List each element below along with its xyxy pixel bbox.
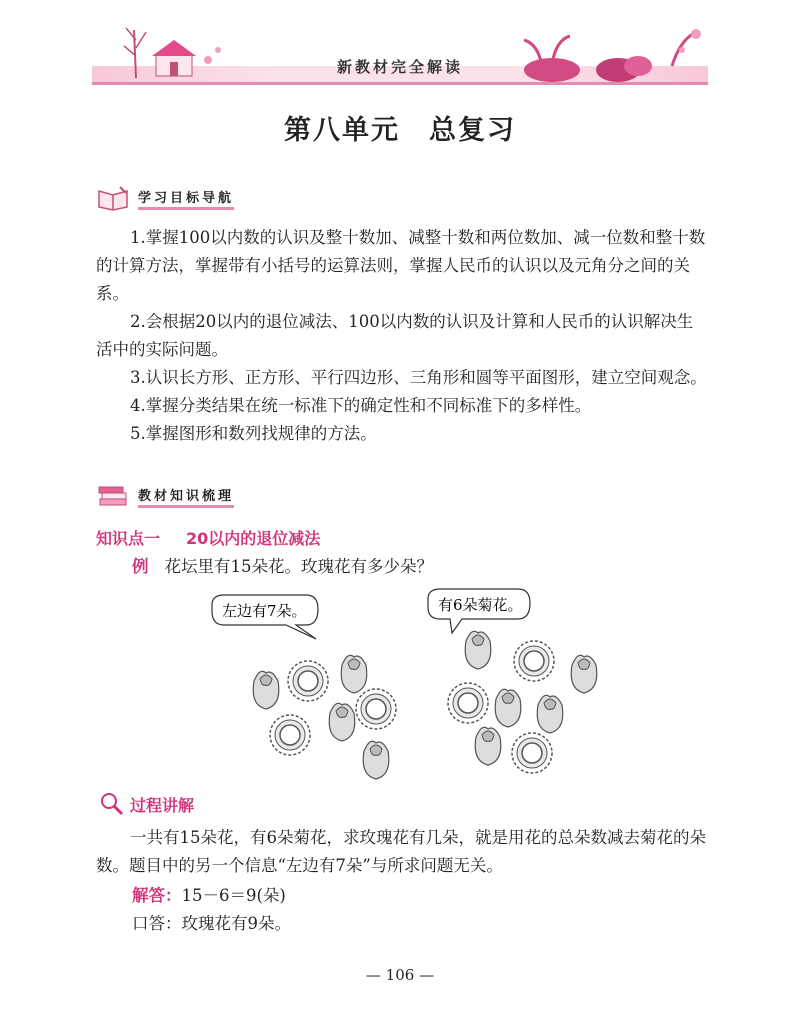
objective-item: 5.掌握图形和数列找规律的方法。 [130, 424, 377, 443]
magnifier-icon [100, 792, 124, 816]
rose-icon [537, 695, 563, 733]
rose-icon [329, 703, 355, 741]
example-text: 花坛里有15朵花。玫瑰花有多少朵？ [164, 557, 433, 576]
process-text: 一共有15朵花，有6朵菊花，求玫瑰花有几朵，就是用花的总朵数减去菊花的朵数。题目中的另一个信息“左边有7朵”与所求问题无关。 [96, 828, 706, 875]
section-knowledge-summary [96, 482, 234, 510]
knowledge-point-title: 20以内的退位减法 [186, 529, 321, 548]
process-heading [100, 792, 194, 816]
answer-formula: 15－6＝9(朵) [181, 886, 286, 905]
rose-icon [571, 655, 597, 693]
rose-icon [465, 631, 491, 669]
answer-block [132, 882, 291, 938]
sunflower-icon [514, 641, 554, 681]
objective-item: 3.认识长方形、正方形、平行四边形、三角形和圆等平面图形，建立空间观念。 [130, 368, 707, 387]
sunflower-icon [448, 683, 488, 723]
sunflower-icon [512, 733, 552, 773]
rose-icon [475, 727, 501, 765]
objective-item: 1.掌握100以内数的认识及整十数加、减整十数和两位数加、减一位数和整十数的计算方法，掌握带有小括号的运算法则，掌握人民币的认识以及元角分之间的关系。 [96, 228, 706, 303]
knowledge-point-heading [96, 526, 320, 549]
knowledge-point-label: 知识点一 [96, 529, 161, 548]
header-title: 新教材完全解读 [336, 58, 463, 76]
book-icon [96, 185, 130, 211]
speech-bubble-left [212, 595, 318, 639]
process-explanation [96, 824, 708, 880]
objective-item: 4.掌握分类结果在统一标准下的确定性和不同标准下的多样性。 [130, 396, 592, 415]
process-title: 过程讲解 [130, 795, 195, 815]
section-title: 学习目标导航 [138, 187, 234, 210]
sunflower-icon [356, 689, 396, 729]
answer-oral: 口答：玫瑰花有9朵。 [132, 914, 291, 933]
stacked-books-icon [96, 483, 130, 509]
sunflower-icon [270, 715, 310, 755]
answer-label: 解答： [132, 886, 182, 905]
objective-item: 2.会根据20以内的退位减法、100以内数的认识及计算和人民币的认识解决生活中的实际问题。 [96, 312, 694, 359]
rose-icon [495, 689, 521, 727]
unit-title: 第八单元 总复习 [284, 115, 516, 146]
page-header [92, 18, 708, 86]
objectives-list [96, 224, 708, 448]
page-number: — 106 — [365, 966, 435, 984]
rose-icon [363, 741, 389, 779]
section-title: 教材知识梳理 [138, 485, 234, 508]
speech-bubble-right [428, 589, 530, 633]
bubble-left-text: 左边有7朵。 [222, 602, 307, 620]
rose-icon [341, 655, 367, 693]
bubble-right-text: 有6朵菊花。 [438, 596, 523, 614]
header-line [92, 82, 708, 85]
example-label: 例 [132, 557, 149, 576]
section-learning-goals [96, 184, 234, 212]
sunflower-icon [288, 661, 328, 701]
rose-icon [253, 671, 279, 709]
example [132, 553, 433, 577]
flower-bed-illustration [200, 585, 600, 785]
